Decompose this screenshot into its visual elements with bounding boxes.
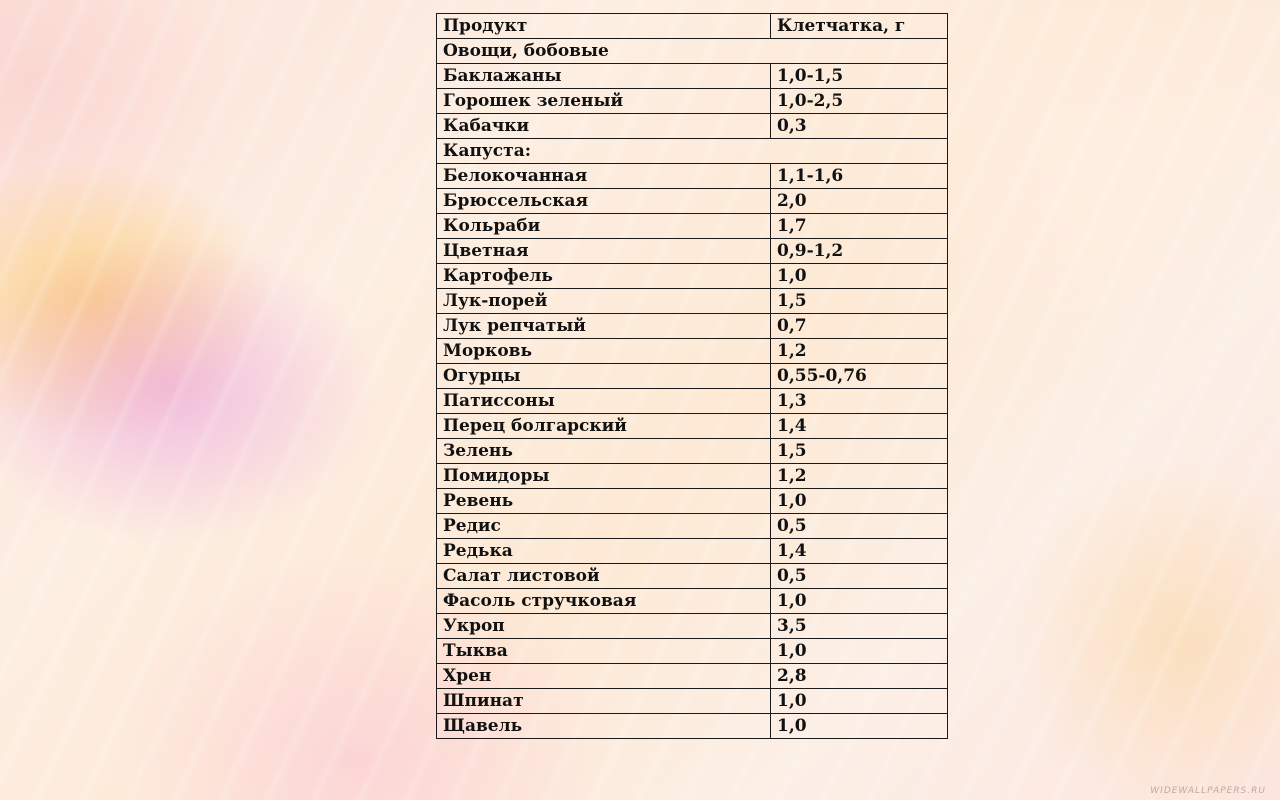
product-cell: Тыква <box>437 639 771 664</box>
fiber-cell: 1,2 <box>771 339 948 364</box>
fiber-cell: 2,0 <box>771 189 948 214</box>
fiber-cell: 0,7 <box>771 314 948 339</box>
fiber-cell: 1,7 <box>771 214 948 239</box>
table-row <box>437 264 948 289</box>
product-cell: Лук репчатый <box>437 314 771 339</box>
fiber-cell: 1,5 <box>771 289 948 314</box>
table-row <box>437 539 948 564</box>
table-row <box>437 289 948 314</box>
table-row <box>437 64 948 89</box>
product-cell: Салат листовой <box>437 564 771 589</box>
product-cell: Баклажаны <box>437 64 771 89</box>
table-row <box>437 214 948 239</box>
table-row <box>437 664 948 689</box>
product-cell: Лук-порей <box>437 289 771 314</box>
fiber-cell: 1,3 <box>771 389 948 414</box>
fiber-cell: 0,5 <box>771 564 948 589</box>
fiber-cell: 0,5 <box>771 514 948 539</box>
fiber-cell: 0,55-0,76 <box>771 364 948 389</box>
product-cell: Хрен <box>437 664 771 689</box>
fiber-cell: 1,0 <box>771 689 948 714</box>
fiber-cell: 1,0 <box>771 264 948 289</box>
table-row <box>437 489 948 514</box>
product-cell: Белокочанная <box>437 164 771 189</box>
watermark-text: WIDEWALLPAPERS.RU <box>1150 786 1266 796</box>
table-row <box>437 564 948 589</box>
product-cell: Ревень <box>437 489 771 514</box>
fiber-cell: 1,1-1,6 <box>771 164 948 189</box>
fiber-cell: 1,2 <box>771 464 948 489</box>
fiber-cell: 1,4 <box>771 539 948 564</box>
table-section-row <box>437 39 948 64</box>
table-row <box>437 189 948 214</box>
section-label: Овощи, бобовые <box>437 39 948 64</box>
table-row <box>437 689 948 714</box>
header-fiber: Клетчатка, г <box>771 14 948 39</box>
fiber-content-table <box>436 13 948 739</box>
fiber-table-container <box>436 13 947 739</box>
product-cell: Помидоры <box>437 464 771 489</box>
table-row <box>437 439 948 464</box>
product-cell: Патиссоны <box>437 389 771 414</box>
fiber-cell: 1,0-2,5 <box>771 89 948 114</box>
table-row <box>437 114 948 139</box>
fiber-cell: 3,5 <box>771 614 948 639</box>
table-row <box>437 314 948 339</box>
product-cell: Огурцы <box>437 364 771 389</box>
fiber-cell: 1,4 <box>771 414 948 439</box>
fiber-cell: 1,0 <box>771 489 948 514</box>
table-row <box>437 339 948 364</box>
section-label: Капуста: <box>437 139 948 164</box>
table-section-row <box>437 139 948 164</box>
product-cell: Укроп <box>437 614 771 639</box>
product-cell: Брюссельская <box>437 189 771 214</box>
fiber-cell: 1,5 <box>771 439 948 464</box>
table-row <box>437 364 948 389</box>
product-cell: Зелень <box>437 439 771 464</box>
product-cell: Шпинат <box>437 689 771 714</box>
product-cell: Щавель <box>437 714 771 739</box>
product-cell: Морковь <box>437 339 771 364</box>
fiber-table-body <box>437 14 948 739</box>
table-row <box>437 164 948 189</box>
fiber-cell: 0,9-1,2 <box>771 239 948 264</box>
product-cell: Цветная <box>437 239 771 264</box>
table-row <box>437 614 948 639</box>
product-cell: Редька <box>437 539 771 564</box>
table-row <box>437 514 948 539</box>
product-cell: Перец болгарский <box>437 414 771 439</box>
table-row <box>437 639 948 664</box>
header-product: Продукт <box>437 14 771 39</box>
fiber-cell: 1,0-1,5 <box>771 64 948 89</box>
table-row <box>437 589 948 614</box>
product-cell: Кольраби <box>437 214 771 239</box>
fiber-cell: 1,0 <box>771 589 948 614</box>
product-cell: Редис <box>437 514 771 539</box>
table-row <box>437 414 948 439</box>
fiber-cell: 1,0 <box>771 639 948 664</box>
product-cell: Фасоль стручковая <box>437 589 771 614</box>
fiber-cell: 0,3 <box>771 114 948 139</box>
table-row <box>437 389 948 414</box>
product-cell: Картофель <box>437 264 771 289</box>
table-row <box>437 239 948 264</box>
table-row <box>437 89 948 114</box>
product-cell: Кабачки <box>437 114 771 139</box>
fiber-cell: 1,0 <box>771 714 948 739</box>
fiber-cell: 2,8 <box>771 664 948 689</box>
table-header-row <box>437 14 948 39</box>
table-row <box>437 464 948 489</box>
table-row <box>437 714 948 739</box>
product-cell: Горошек зеленый <box>437 89 771 114</box>
